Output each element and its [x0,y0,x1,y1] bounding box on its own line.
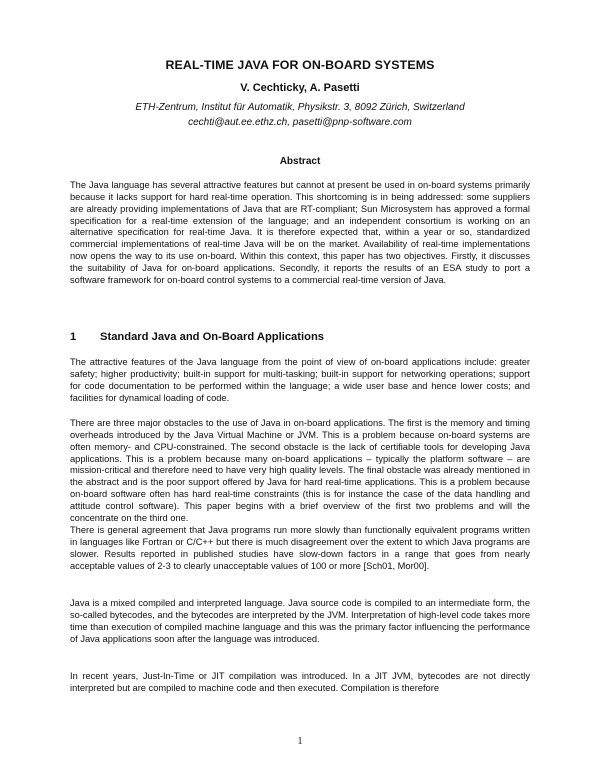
body-paragraph: Java is a mixed compiled and interpreted language. Java source code is compiled to an intermediate form, the so-called bytecodes, and the bytecodes are interpreted by the JVM. Interpretation of high-level code takes more time than execution of compiled machine language and this was the primary factor influencing the performance of Java applications soon after the language was introduced. [70,598,530,644]
section-number: 1 [70,331,77,343]
body-paragraph: There is general agreement that Java programs run more slowly than functionally equivalent programs written in languages like Fortran or C/C++ but there is much disagreement over the extent to which Java programs are slower. Results reported in published studies have slow-down factors in a range that goes from nearly acceptable values of 2-3 to clearly unacceptable values of 100 or more [Sch01, Mor00]. [70,525,530,571]
affiliation: ETH-Zentrum, Institut für Automatik, Physikstr. 3, 8092 Zürich, Switzerland [135,102,465,113]
abstract-text: The Java language has several attractive features but cannot at present be used in on-board systems primarily because it lacks support for hard real-time operation. This shortcoming is in being addressed: some suppliers are already providing implementations of Java that are RT-compliant; Sun Microsystem has approved a formal specification for a real-time extension of the language; and an independent consortium is working on an alternative specification for real-time Java. It is therefore expected that, within a year or so, standardized commercial implementations of real-time Java will be on the market. Availability of real-time implementations now opens the way to its use on-board. Within this context, this paper has two objectives. Firstly, it discusses the suitability of Java for on-board applications. Secondly, it reports the results of an ESA study to port a software framework for on-board control systems to a commercial real-time version of Java. [70,180,530,285]
abstract-heading: Abstract [279,156,321,167]
section-title: Standard Java and On-Board Applications [100,331,324,343]
section-heading [70,331,530,343]
author-affiliation-block [0,100,600,130]
paper-authors: V. Cechticky, A. Pasetti [240,82,360,94]
body-paragraph: The attractive features of the Java language from the point of view of on-board applications include: greater safety; higher productivity; built-in support for multi-tasking; built-in support for networking operations; support for code documentation to be performed within the language; a wide user base and hence lower costs; and facilities for dynamical loading of code. [70,357,530,403]
body-paragraph: In recent years, Just-In-Time or JIT compilation was introduced. In a JIT JVM, bytecodes are not directly interpreted but are compiled to machine code and then executed. Compilation is therefore [70,671,530,693]
body-paragraph: There are three major obstacles to the use of Java in on-board applications. The first is the memory and timing overheads introduced by the Java Virtual Machine or JVM. This is a problem because on-board systems are often memory- and CPU-constrained. The second obstacle is the lack of certifiable tools for developing Java applications. This is a problem because many on-board applications – typically the platform software – are mission-critical and therefore need to have very high quality levels. The final obstacle was already mentioned in the abstract and is the poor support offered by Java for hard real-time applications. This is a problem because on-board software often has hard real-time constraints (this is for instance the case of the data handling and attitude control software). This paper begins with a brief overview of the first two problems and will the concentrate on the third one. [70,418,530,523]
page-number: 1 [297,736,303,747]
paper-title: REAL-TIME JAVA FOR ON-BOARD SYSTEMS [165,58,435,72]
author-emails: cechti@aut.ee.ethz.ch, pasetti@pnp-software.com [188,117,412,128]
